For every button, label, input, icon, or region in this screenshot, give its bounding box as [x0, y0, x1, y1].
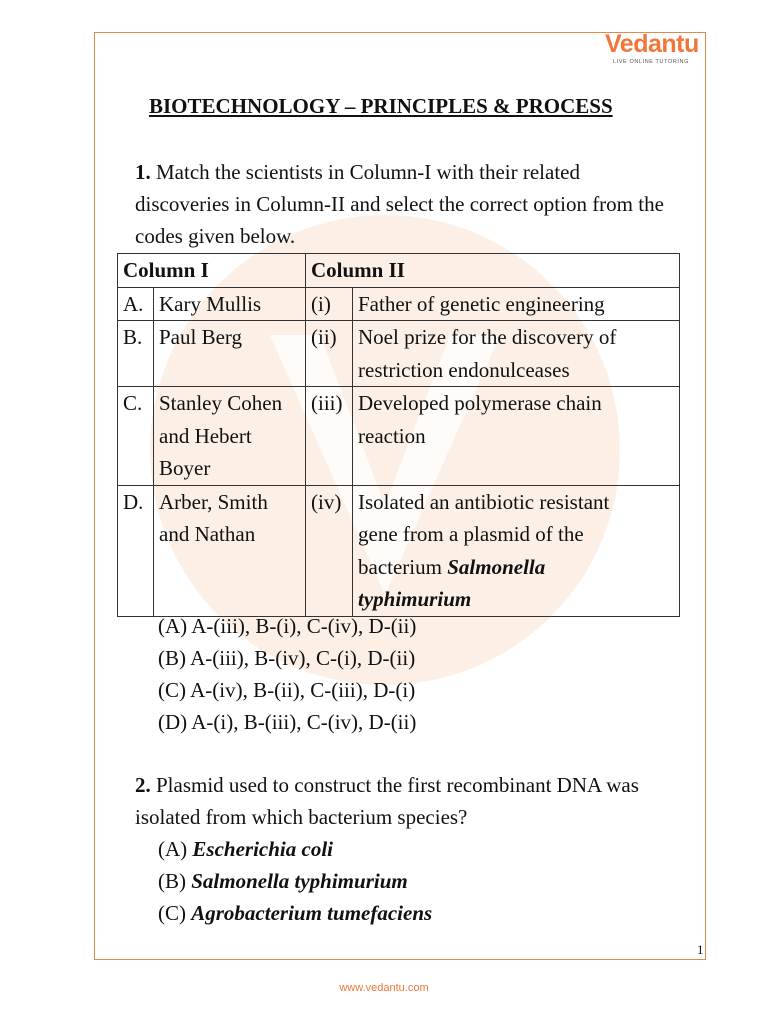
scientist-line: Arber, Smith: [159, 489, 268, 514]
scientist-line: Boyer: [159, 456, 211, 480]
table-row: [118, 485, 680, 616]
q2-line-2: isolated from which bacterium species?: [135, 805, 468, 829]
discovery-line: gene from a plasmid of the: [358, 522, 584, 546]
q1-line-2: discoveries in Column-II and select the correct option from the: [135, 192, 664, 216]
scientist-line: Kary Mullis: [159, 291, 262, 316]
row-discovery: [353, 485, 680, 616]
page-number: 1: [697, 942, 704, 957]
discovery-line: Developed polymerase chain: [358, 391, 602, 415]
q2-option-c[interactable]: [158, 899, 432, 927]
page-title: BIOTECHNOLOGY – PRINCIPLES & PROCESS: [149, 94, 613, 118]
logo-tagline: LIVE ONLINE TUTORING: [613, 59, 689, 65]
q2-number: 2.: [135, 773, 151, 797]
table-row: [118, 287, 680, 321]
discovery-line: Father of genetic engineering: [358, 291, 605, 316]
q1-option-a[interactable]: (A) A-(iii), B-(i), C-(iv), D-(ii): [158, 614, 417, 638]
col1-header: Column I: [118, 254, 306, 288]
row-letter: B.: [118, 321, 154, 387]
scientist-line: Stanley Cohen: [159, 391, 283, 415]
q2-line-1: [135, 771, 639, 799]
q2-option-b[interactable]: [158, 867, 408, 895]
option-label: (B): [158, 869, 186, 893]
discovery-line: Isolated an antibiotic resistant: [358, 489, 610, 514]
row-scientist: [154, 387, 306, 486]
q1-text-1: Match the scientists in Column-I with their related: [156, 160, 580, 184]
row-roman: (iv): [306, 485, 353, 616]
scientist-line: and Hebert: [159, 423, 252, 448]
row-letter: A.: [118, 287, 154, 321]
row-letter: D.: [118, 485, 154, 616]
table-row: [118, 321, 680, 387]
q1-line-3: codes given below.: [135, 224, 296, 248]
row-letter: C.: [118, 387, 154, 486]
scientist-line: and Nathan: [159, 522, 256, 546]
row-discovery: [353, 287, 680, 321]
q1-option-b[interactable]: (B) A-(iii), B-(iv), C-(i), D-(ii): [158, 646, 416, 670]
q1-option-c[interactable]: (C) A-(iv), B-(ii), C-(iii), D-(i): [158, 678, 416, 702]
table-row: [118, 387, 680, 486]
vedantu-logo: [605, 30, 705, 74]
discovery-line: Noel prize for the discovery of: [358, 325, 617, 349]
species-name: typhimurium: [358, 587, 472, 611]
logo-text: Vedantu: [605, 30, 699, 58]
col2-header: Column II: [306, 254, 680, 288]
q1-option-d[interactable]: (D) A-(i), B-(iii), C-(iv), D-(ii): [158, 710, 417, 734]
row-roman: (ii): [306, 321, 353, 387]
q1-line-1: [135, 158, 580, 186]
match-table: [117, 253, 680, 617]
option-label: (C): [158, 901, 186, 925]
option-text: Agrobacterium tumefaciens: [191, 901, 433, 925]
option-text: Salmonella typhimurium: [191, 869, 408, 893]
q1-number: 1.: [135, 160, 151, 184]
row-scientist: [154, 321, 306, 387]
row-discovery: [353, 321, 680, 387]
discovery-line: restriction endonulceases: [358, 357, 570, 382]
footer-url[interactable]: www.vedantu.com: [339, 982, 429, 994]
discovery-line: reaction: [358, 423, 426, 448]
row-roman: (iii): [306, 387, 353, 486]
species-name: Salmonella: [447, 554, 546, 579]
row-discovery: [353, 387, 680, 486]
q2-text-1: Plasmid used to construct the first recombinant DNA was: [156, 773, 639, 797]
row-roman: (i): [306, 287, 353, 321]
scientist-line: Paul Berg: [159, 325, 243, 349]
table-header-row: [118, 254, 680, 288]
q2-option-a[interactable]: [158, 835, 333, 863]
discovery-prefix: bacterium: [358, 554, 448, 579]
option-label: (A): [158, 837, 188, 861]
option-text: Escherichia coli: [192, 837, 333, 861]
row-scientist: [154, 287, 306, 321]
row-scientist: [154, 485, 306, 616]
